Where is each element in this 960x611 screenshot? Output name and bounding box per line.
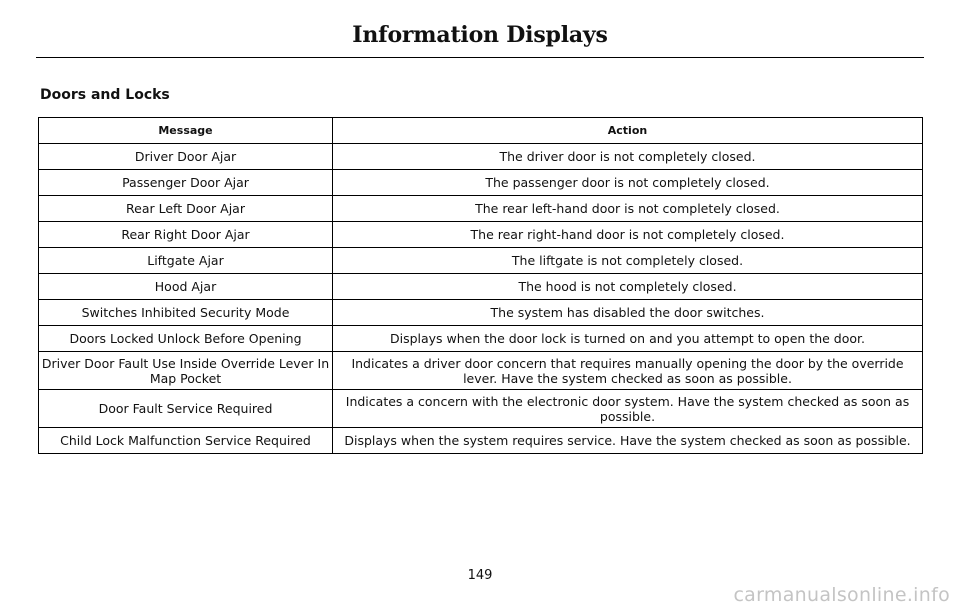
action-cell: The driver door is not completely closed. <box>333 144 923 170</box>
column-header-action: Action <box>333 118 923 144</box>
action-cell: The rear right-hand door is not completely closed. <box>333 222 923 248</box>
action-cell: The hood is not completely closed. <box>333 274 923 300</box>
table-row <box>39 248 923 274</box>
message-cell: Driver Door Fault Use Inside Override Lever In Map Pocket <box>39 352 333 390</box>
action-cell: The liftgate is not completely closed. <box>333 248 923 274</box>
table-row <box>39 300 923 326</box>
table-row <box>39 274 923 300</box>
table-row <box>39 326 923 352</box>
title-divider <box>36 57 924 58</box>
table-row <box>39 428 923 454</box>
column-header-message: Message <box>39 118 333 144</box>
message-cell: Rear Left Door Ajar <box>39 196 333 222</box>
page-number: 149 <box>467 568 493 583</box>
message-cell: Liftgate Ajar <box>39 248 333 274</box>
action-cell: Displays when the system requires service. Have the system checked as soon as possible. <box>333 428 923 454</box>
action-cell: Indicates a concern with the electronic door system. Have the system checked as soon as possible. <box>333 390 923 428</box>
page-title: Information Displays <box>352 22 608 48</box>
action-cell: The system has disabled the door switches. <box>333 300 923 326</box>
table-row <box>39 222 923 248</box>
action-cell: The passenger door is not completely closed. <box>333 170 923 196</box>
message-cell: Driver Door Ajar <box>39 144 333 170</box>
table-row <box>39 144 923 170</box>
message-cell: Switches Inhibited Security Mode <box>39 300 333 326</box>
action-cell: Indicates a driver door concern that requires manually opening the door by the override lever. Have the system checked as soon as possible. <box>333 352 923 390</box>
table-header-row <box>39 118 923 144</box>
action-cell: Displays when the door lock is turned on and you attempt to open the door. <box>333 326 923 352</box>
message-cell: Door Fault Service Required <box>39 390 333 428</box>
message-cell: Doors Locked Unlock Before Opening <box>39 326 333 352</box>
message-cell: Rear Right Door Ajar <box>39 222 333 248</box>
table-row <box>39 352 923 390</box>
section-title: Doors and Locks <box>40 87 170 103</box>
message-cell: Passenger Door Ajar <box>39 170 333 196</box>
table-row <box>39 390 923 428</box>
table-row <box>39 196 923 222</box>
table-row <box>39 170 923 196</box>
action-cell: The rear left-hand door is not completely closed. <box>333 196 923 222</box>
message-cell: Child Lock Malfunction Service Required <box>39 428 333 454</box>
messages-table <box>38 117 923 454</box>
message-cell: Hood Ajar <box>39 274 333 300</box>
watermark-text: carmanualsonline.info <box>733 584 950 606</box>
